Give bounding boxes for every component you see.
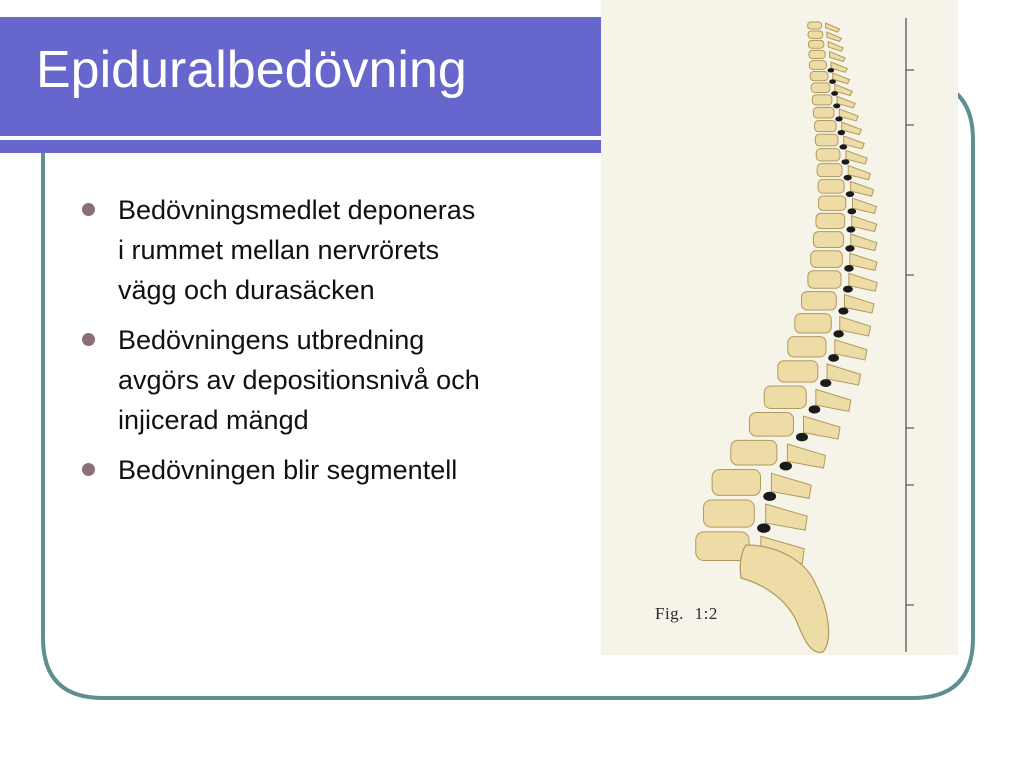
vertebra-body bbox=[808, 271, 841, 289]
foramen bbox=[845, 245, 854, 251]
foramen bbox=[843, 286, 853, 293]
bullet-dot bbox=[82, 333, 95, 346]
vertebra-body bbox=[809, 50, 825, 58]
vertebra-body bbox=[808, 22, 822, 29]
foramen bbox=[847, 208, 856, 214]
vertebra-body bbox=[816, 213, 845, 228]
vertebra-body bbox=[816, 149, 840, 161]
vertebra-body bbox=[808, 31, 823, 38]
foramen bbox=[839, 144, 847, 149]
vertebra-body bbox=[811, 251, 843, 268]
vertebra-body bbox=[712, 469, 760, 495]
vertebra-body bbox=[818, 179, 844, 193]
vertebra-body bbox=[764, 386, 806, 408]
foramen bbox=[841, 159, 849, 164]
vertebra-body bbox=[813, 232, 843, 248]
foramen bbox=[838, 308, 848, 315]
figure-caption: Fig. 1:2 bbox=[655, 604, 718, 623]
foramen bbox=[763, 492, 776, 501]
foramen bbox=[796, 433, 808, 442]
vertebra-body bbox=[815, 134, 838, 146]
bullet-item bbox=[80, 450, 480, 490]
vertebra-body bbox=[788, 337, 826, 357]
foramen bbox=[780, 462, 792, 471]
vertebra-body bbox=[815, 120, 837, 131]
foramen bbox=[820, 379, 831, 387]
foramen bbox=[846, 226, 855, 232]
vertebra-body bbox=[810, 72, 828, 81]
vertebra-body bbox=[813, 107, 834, 118]
vertebra-body bbox=[809, 40, 824, 48]
foramen bbox=[828, 354, 839, 362]
foramen bbox=[844, 265, 854, 272]
vertebra-body bbox=[818, 196, 845, 210]
vertebra-body bbox=[704, 500, 755, 527]
bullet-dot bbox=[82, 203, 95, 216]
foramen bbox=[844, 175, 852, 181]
vertebra-body bbox=[749, 413, 793, 437]
bullet-dot bbox=[82, 463, 95, 476]
bullet-item bbox=[80, 190, 480, 310]
foramen bbox=[833, 104, 840, 109]
foramen bbox=[846, 191, 854, 197]
foramen bbox=[835, 116, 842, 121]
foramen bbox=[833, 330, 843, 337]
vertebra-body bbox=[731, 440, 777, 465]
vertebra-body bbox=[802, 292, 837, 310]
foramen bbox=[757, 523, 770, 533]
vertebra-body bbox=[817, 164, 842, 177]
vertebra-body bbox=[811, 83, 830, 93]
foramen bbox=[828, 68, 835, 72]
vertebra-body bbox=[812, 95, 832, 105]
vertebra-body bbox=[809, 61, 826, 70]
spine-figure bbox=[601, 0, 958, 655]
foramen bbox=[829, 79, 836, 84]
title-underline bbox=[0, 140, 602, 153]
vertebra-body bbox=[795, 314, 831, 333]
bullet-text: Bedövningen blir segmentell bbox=[118, 455, 458, 485]
foramen bbox=[838, 130, 846, 135]
foramen bbox=[809, 405, 821, 413]
bullet-text: Bedövningens utbredning avgörs av depositionsnivå och injicerad mängd bbox=[118, 325, 480, 435]
foramen bbox=[831, 91, 838, 96]
bullet-text: Bedövningsmedlet deponeras i rummet mellan nervrörets vägg och durasäcken bbox=[118, 195, 476, 305]
bullet-item bbox=[80, 320, 480, 440]
slide-title: Epiduralbedövning bbox=[36, 41, 467, 99]
vertebra-body bbox=[778, 361, 818, 382]
bullet-list bbox=[80, 190, 480, 500]
